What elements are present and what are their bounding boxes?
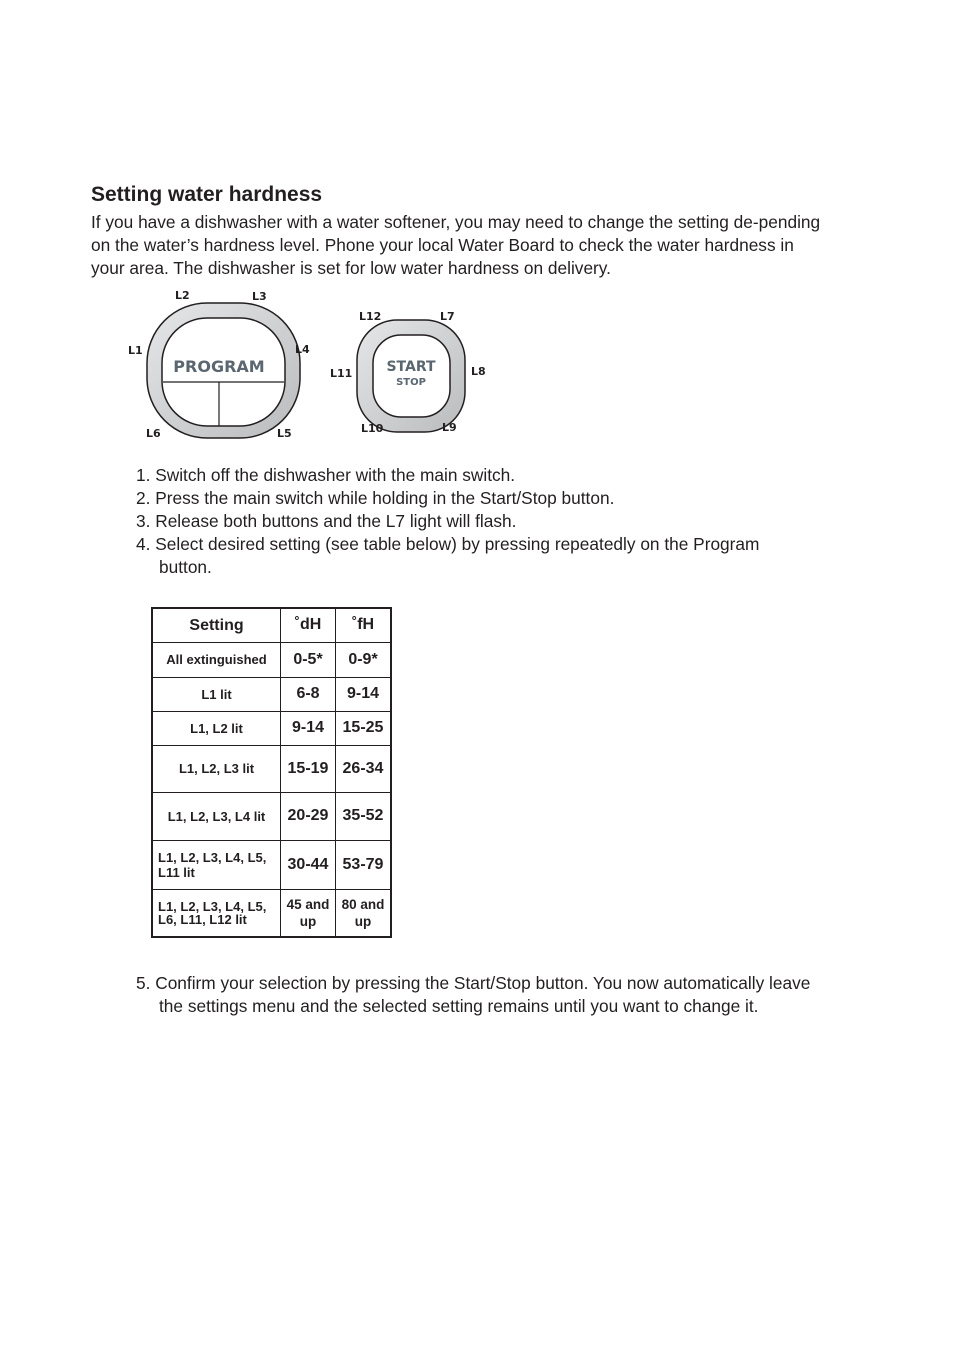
table-cell: 45 and up (281, 889, 336, 937)
table-cell: 0-9* (336, 642, 392, 677)
header-cell: Setting (152, 608, 281, 642)
table-cell: 26-34 (336, 745, 392, 792)
table-cell: 15-19 (281, 745, 336, 792)
table-cell: 9-14 (336, 677, 392, 711)
header-cell: ˚fH (336, 608, 392, 642)
intro-paragraph: If you have a dishwasher with a water softener, you may need to change the setting de-pending on the water’s hardness level. Phone your local Water Board to check the water hardness in your area. The dishwasher is set for low water hardness on delivery. (91, 212, 821, 278)
header-cell: ˚dH (281, 608, 336, 642)
table-cell: 30-44 (281, 840, 336, 889)
light-label: L5 (277, 427, 292, 440)
table-row (152, 711, 391, 745)
step-5 (136, 972, 896, 1018)
step-5-text: 5. Confirm your selection by pressing the Start/Stop button. You now automatically leave (136, 973, 811, 993)
step-4 (136, 533, 876, 579)
step-5-cont: the settings menu and the selected setting remains until you want to change it. (159, 996, 759, 1016)
light-label: L6 (146, 427, 161, 440)
table-row (152, 840, 391, 889)
table-cell: 53-79 (336, 840, 392, 889)
step-2: 2. Press the main switch while holding in the Start/Stop button. (136, 488, 615, 508)
table-cell: L1, L2, L3, L4 lit (152, 792, 281, 840)
table-cell: L1, L2, L3, L4, L5, L6, L11, L12 lit (152, 889, 281, 937)
table-row (152, 745, 391, 792)
step-1: 1. Switch off the dishwasher with the main switch. (136, 465, 516, 485)
step-4-text: 4. Select desired setting (see table below) by pressing repeatedly on the Program (136, 534, 760, 554)
light-label: L4 (295, 343, 310, 356)
light-label: L12 (359, 310, 382, 323)
table-row (152, 889, 391, 937)
water-hardness-table (151, 607, 392, 938)
table-cell: L1, L2, L3, L4, L5, L11 lit (152, 840, 281, 889)
start-stop-button (357, 320, 465, 432)
control-panel-diagram (0, 0, 954, 460)
light-label: L2 (175, 289, 190, 302)
table-cell: 20-29 (281, 792, 336, 840)
table-cell: L1, L2 lit (152, 711, 281, 745)
table-cell: All extinguished (152, 642, 281, 677)
table-cell: 80 and up (336, 889, 392, 937)
table-cell: 6-8 (281, 677, 336, 711)
light-label: L3 (252, 290, 267, 303)
table-row (152, 642, 391, 677)
step-3: 3. Release both buttons and the L7 light will flash. (136, 511, 517, 531)
section-title: Setting water hardness (91, 183, 323, 206)
table-cell: L1, L2, L3 lit (152, 745, 281, 792)
table-cell: 35-52 (336, 792, 392, 840)
light-label: L7 (440, 310, 455, 323)
table-cell: 15-25 (336, 711, 392, 745)
program-label: PROGRAM (173, 357, 265, 376)
table-cell: 0-5* (281, 642, 336, 677)
table-cell: 9-14 (281, 711, 336, 745)
step-4-cont: button. (159, 557, 212, 577)
program-button (147, 303, 300, 438)
table-cell: L1 lit (152, 677, 281, 711)
light-label: L1 (128, 344, 143, 357)
light-label: L10 (361, 422, 384, 435)
table-row (152, 792, 391, 840)
table-row (152, 677, 391, 711)
light-label: L8 (471, 365, 486, 378)
light-label: L9 (442, 421, 457, 434)
stop-label: STOP (396, 377, 426, 388)
table-header-row (152, 608, 391, 642)
light-label: L11 (330, 367, 353, 380)
start-label: START (386, 359, 436, 375)
